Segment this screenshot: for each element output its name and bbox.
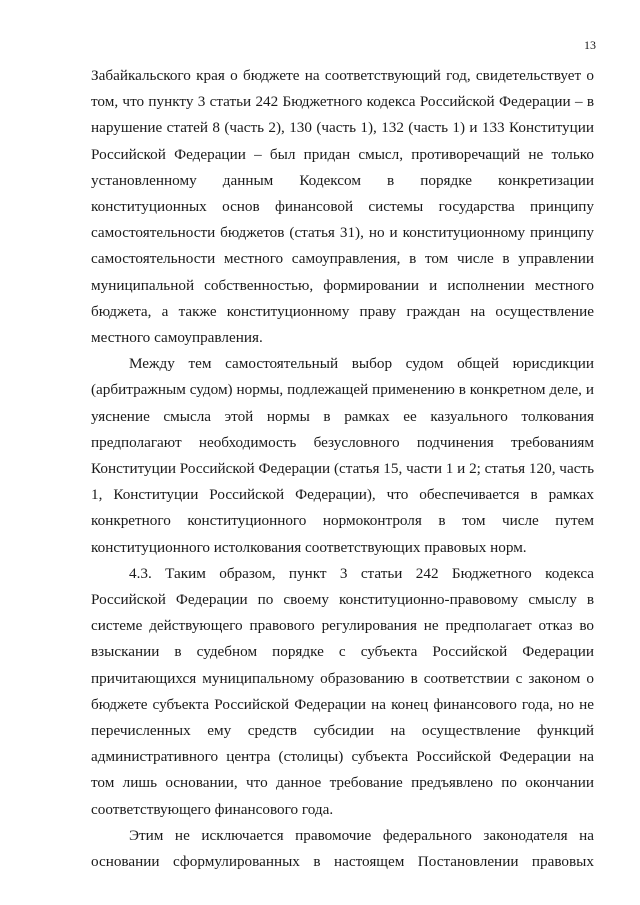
paragraph-judicial-discretion: Между тем самостоятельный выбор судом общей юрисдикции (арбитражным судом) нормы, подлежащей применению в конкретном деле, и уяснение смысла этой нормы в рамках ее казуального толкования предполагают необходимость безусловного подчинения требованиям Конституции Российской Федерации (статья 15, части 1 и 2; статья 120, часть 1, Конституции Российской Федерации), что обеспечивается в рамках конкретного конституционного нормоконтроля в том числе путем конституционного истолкования соответствующих правовых норм. [91, 355, 594, 556]
paragraph-conclusion-4-3: 4.3. Таким образом, пункт 3 статьи 242 Бюджетного кодекса Российской Федерации по своему конституционно-правовому смыслу в системе действующего правового регулирования не предполагает отказ во взыскании в судебном порядке с субъекта Российской Федерации причитающихся муниципальному образованию в соответствии с законом о бюджете субъекта Российской Федерации на конец финансового года, но не перечисленных ему средств субсидии на осуществление функций административного центра (столицы) субъекта Российской Федерации на том лишь основании, что данное требование предъявлено по окончании соответствующего финансового года. [91, 564, 594, 818]
paragraph-legislator-power: Этим не исключается правомочие федерального законодателя на основании сформулированных в настоящем Постановлении правовых [91, 826, 594, 871]
page-number: 13 [584, 38, 596, 52]
document-body [91, 63, 594, 875]
paragraph-continuation: Забайкальского края о бюджете на соответствующий год, свидетельствует о том, что пункту 3 статьи 242 Бюджетного кодекса Российской Федерации – в нарушение статей 8 (часть 2), 130 (часть 1), 132 (часть 1) и 133 Конституции Российской Федерации – был придан смысл, противоречащий не только установленному данным Кодексом в порядке конкретизации конституционных основ финансовой системы государства принципу самостоятельности бюджетов (статья 31), но и конституционному принципу самостоятельности местного самоуправления, в том числе в управлении муниципальной собственностью, формировании и исполнении местного бюджета, а также конституционному праву граждан на осуществление местного самоуправления. [91, 67, 594, 347]
